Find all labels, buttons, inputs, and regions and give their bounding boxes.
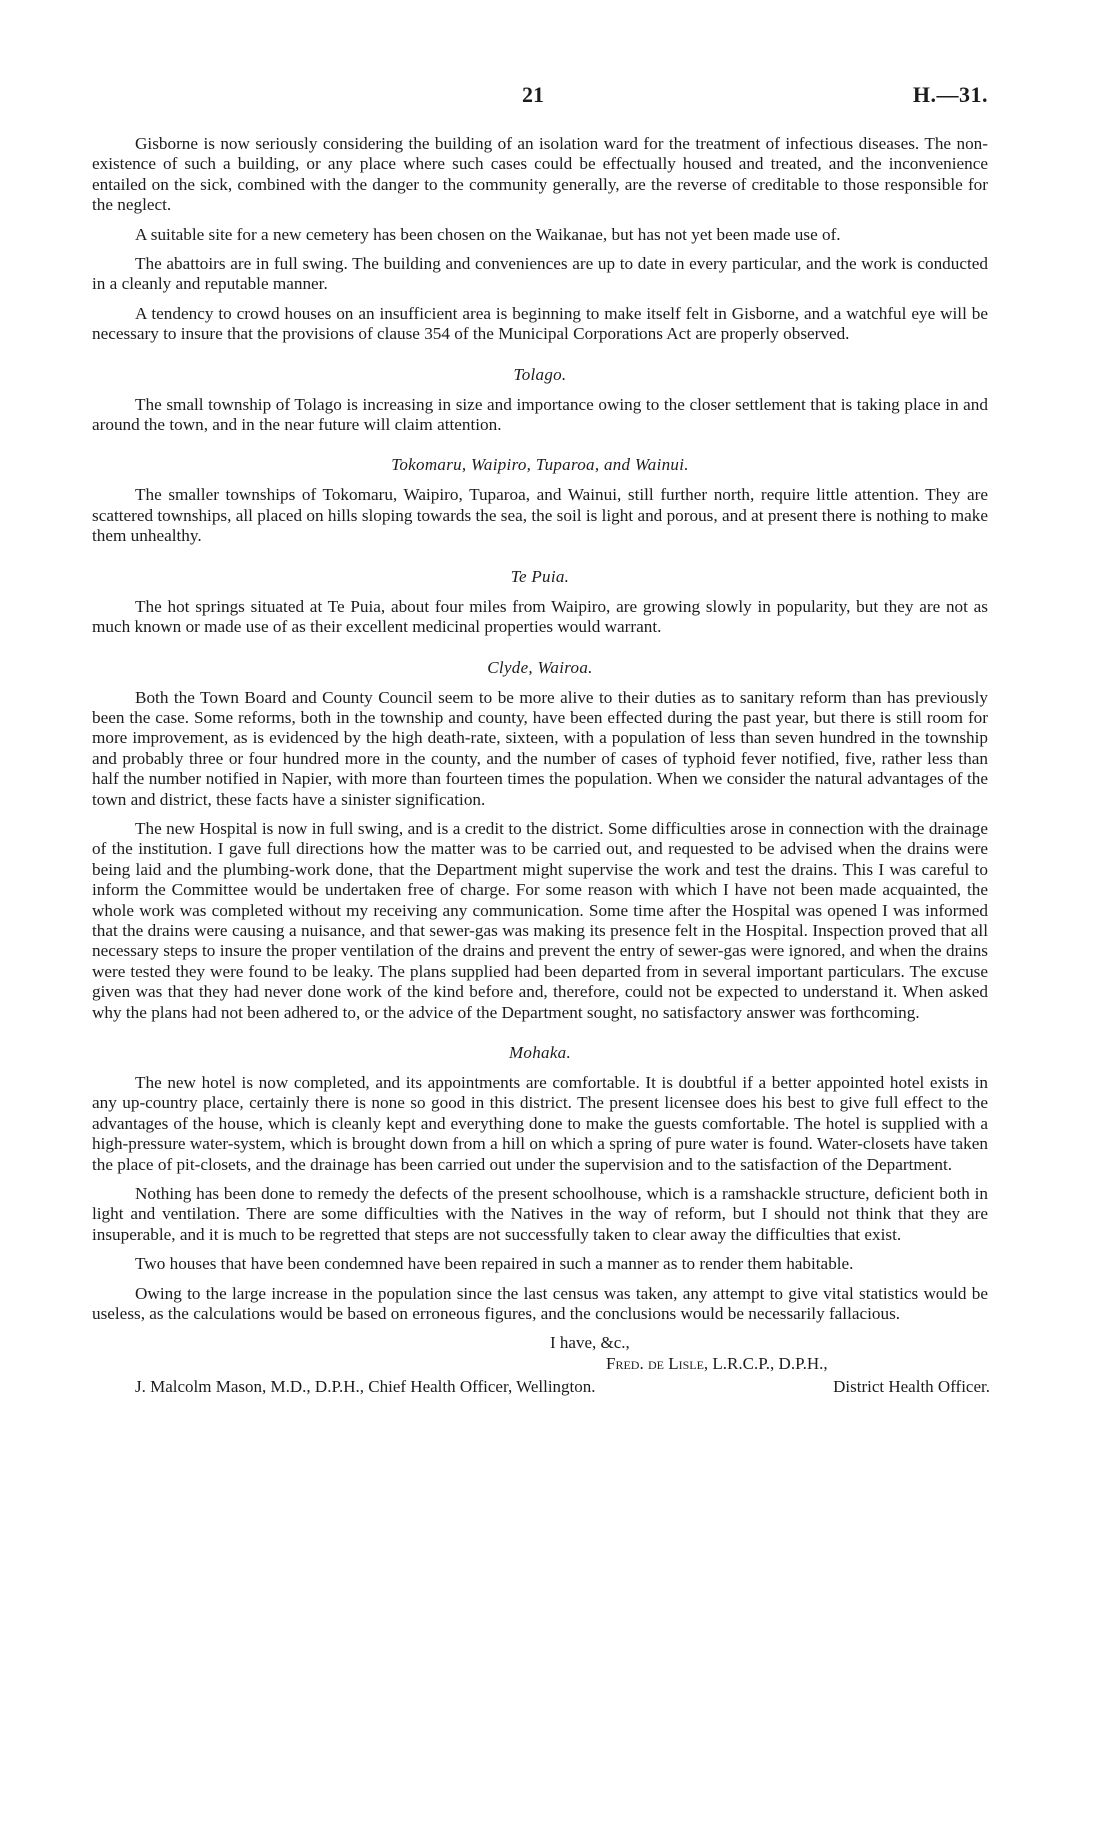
section-heading-mohaka: Mohaka. bbox=[508, 1043, 572, 1062]
document-reference: H.—31. bbox=[912, 82, 988, 107]
page-header bbox=[0, 82, 1114, 116]
section-heading-tokomaru: Tokomaru, Waipiro, Tuparoa, and Wainui. bbox=[391, 455, 689, 475]
body-paragraph: Owing to the large increase in the population since the last census was taken, any attempt to give vital statistics would be useless, as the calculations would be based on erroneous figures, and the conclusions would be necessarily fallacious. bbox=[92, 1283, 988, 1324]
body-paragraph: Gisborne is now seriously considering the building of an isolation ward for the treatment of infectious diseases. The non-existence of such a building, or any place where such cases could be effectually housed and treated, and the inconvenience entailed on the sick, combined with the danger to the community generally, are the reverse of creditable to those responsible for the neglect. bbox=[92, 134, 988, 215]
closing-line: I have, &c., bbox=[550, 1333, 630, 1353]
body-paragraph: A suitable site for a new cemetery has been chosen on the Waikanae, but has not yet been made use of. bbox=[135, 224, 841, 244]
body-paragraph: The smaller townships of Tokomaru, Waipiro, Tuparoa, and Wainui, still further north, require little attention. They are scattered townships, all placed on hills sloping towards the sea, the soil is light and porous, and at present there is nothing to make them unhealthy. bbox=[92, 485, 988, 546]
letter-signoff bbox=[92, 1333, 988, 1409]
signatory-name: Fred. de Lisle, L.R.C.P., D.P.H., bbox=[606, 1354, 828, 1374]
section-heading-clyde-wairoa: Clyde, Wairoa. bbox=[487, 657, 593, 677]
section-heading-tolago: Tolago. bbox=[513, 364, 567, 384]
body-paragraph: Both the Town Board and County Council seem to be more alive to their duties as to sanitary reform than has previously been the case. Some reforms, both in the township and county, have been effected during the past year, but there is still room for more improvement, as is evidenced by the high death-rate, sixteen, with a population of less than seven hundred in the township and probably three or four hundred more in the county, and the number of cases of typhoid fever notified, five, rather less than half the number notified in Napier, with more than fourteen times the population. When we consider the natural advantages of the town and district, these facts have a sinister signification. bbox=[92, 687, 988, 809]
section-heading-te-puia: Te Puia. bbox=[510, 566, 570, 586]
body-paragraph: The abattoirs are in full swing. The building and conveniences are up to date in every particular, and the work is conducted in a cleanly and reputable manner. bbox=[92, 254, 988, 294]
body-paragraph: The new Hospital is now in full swing, and is a credit to the district. Some difficulties arose in connection with the drainage of the institution. I gave full directions how the matter was to be carried out, and requested to be advised when the drains were being laid and the plumbing-work done, that the Department might supervise the work and test the drains. This I was careful to inform the Committee would be undertaken free of charge. For some reason with which I have not been made acquainted, the whole work was completed without my receiving any communication. Some time after the Hospital was opened I was informed that the drains were causing a nuisance, and that sewer-gas was making its presence felt in the Hospital. Inspection proved that all necessary steps to insure the proper ventilation of the drains and prevent the entry of sewer-gas were ignored, and when the drains were tested they were found to be leaky. The plans supplied had been departed from in several important particulars. The excuse given was that they had never done work of the kind before and, therefore, could not be expected to understand it. When asked why the plans had not been adhered to, or the advice of the Department sought, no satisfactory answer was forthcoming. bbox=[92, 818, 988, 1022]
body-paragraph: The small township of Tolago is increasing in size and importance owing to the closer settlement that is taking place in and around the town, and in the near future will claim attention. bbox=[92, 394, 988, 435]
body-paragraph: A tendency to crowd houses on an insufficient area is beginning to make itself felt in Gisborne, and a watchful eye will be necessary to insure that the provisions of clause 354 of the Municipal Corporations Act are properly observed. bbox=[92, 303, 988, 344]
page-number: 21 bbox=[522, 82, 544, 107]
body-paragraph: Nothing has been done to remedy the defects of the present schoolhouse, which is a ramshackle structure, deficient both in light and ventilation. There are some difficulties with the Natives in the way of reform, but I should not think that they are insuperable, and it is much to be regretted that steps are not successfully taken to clear away the difficulties that exist. bbox=[92, 1184, 988, 1244]
addressee: J. Malcolm Mason, M.D., D.P.H., Chief Health Officer, Wellington. bbox=[135, 1377, 596, 1397]
body-paragraph: The new hotel is now completed, and its appointments are comfortable. It is doubtful if a better appointed hotel exists in any up-country place, certainly there is none so good in this district. The present licensee does his best to give full effect to the advantages of the house, which is cleanly kept and everything done to make the guests comfortable. The hotel is supplied with a high-pressure water-system, which is brought down from a hill on which a spring of pure water is found. Water-closets have taken the place of pit-closets, and the drainage has been carried out under the supervision and to the satisfaction of the Department. bbox=[92, 1073, 988, 1174]
body-paragraph: Two houses that have been condemned have been repaired in such a manner as to render them habitable. bbox=[135, 1254, 854, 1274]
document-body bbox=[92, 134, 988, 1409]
signatory-title: District Health Officer. bbox=[833, 1377, 990, 1397]
body-paragraph: The hot springs situated at Te Puia, about four miles from Waipiro, are growing slowly in popularity, but they are not as much known or made use of as their excellent medicinal properties would warrant. bbox=[92, 596, 988, 637]
